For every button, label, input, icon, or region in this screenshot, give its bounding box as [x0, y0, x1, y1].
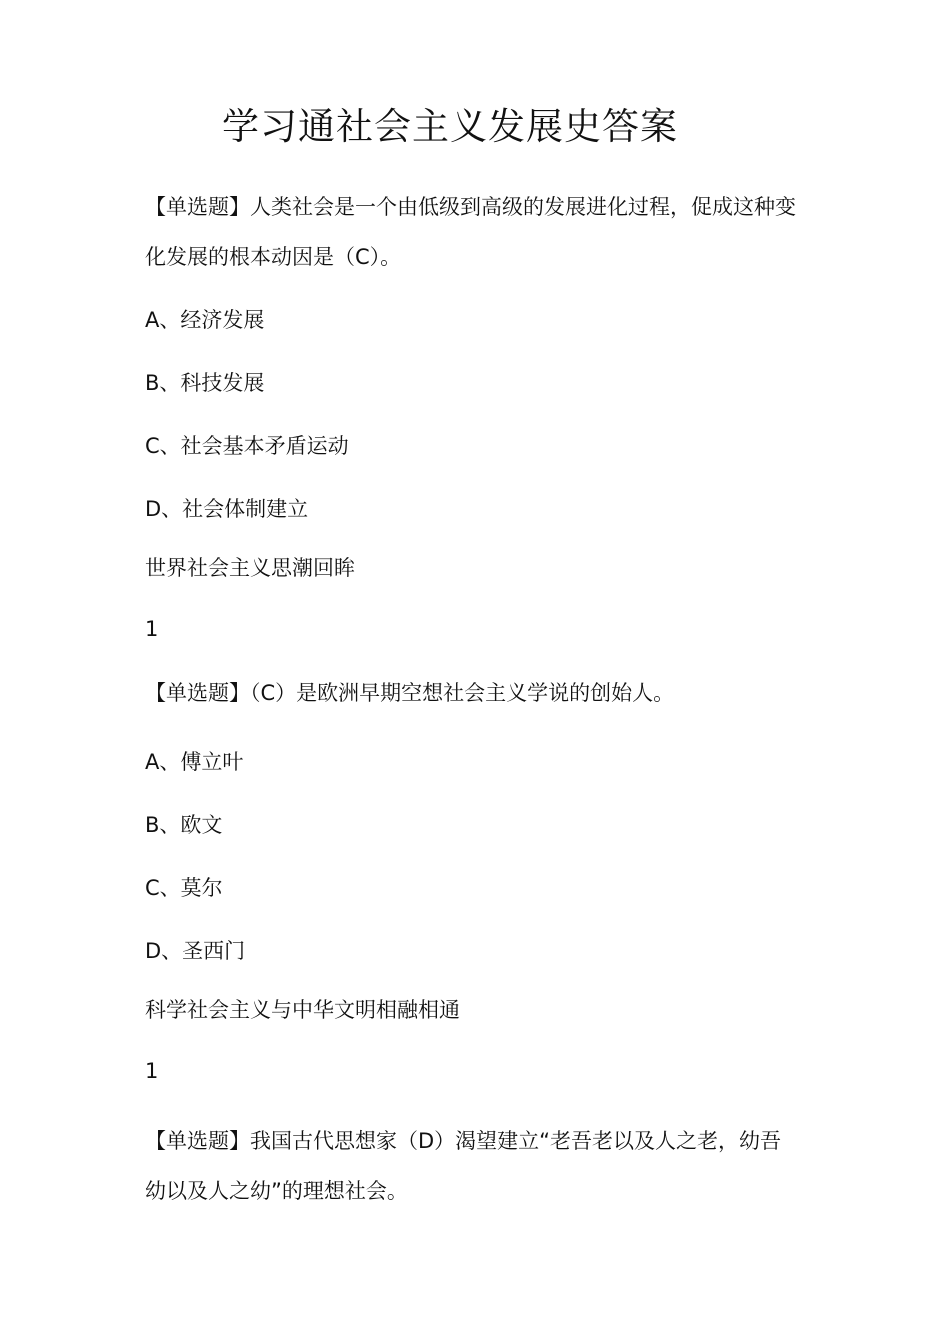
question-2-stem-line-1: 【单选题】（C）是欧洲早期空想社会主义学说的创始人。: [145, 681, 675, 705]
question-3-stem-line-2: 幼以及人之幼”的理想社会。: [145, 1179, 408, 1203]
question-1-option-a: A、经济发展: [145, 308, 265, 332]
section-1-number: 1: [145, 617, 159, 641]
section-2-heading: 科学社会主义与中华文明相融相通: [145, 998, 460, 1022]
question-1-option-b: B、科技发展: [145, 371, 265, 395]
page-title: 学习通社会主义发展史答案: [222, 105, 678, 148]
section-2-number: 1: [145, 1059, 159, 1083]
question-1-stem-line-1: 【单选题】人类社会是一个由低级到高级的发展进化过程，促成这种变: [145, 195, 796, 219]
question-2-option-d: D、圣西门: [145, 939, 246, 963]
question-3-stem-line-1: 【单选题】我国古代思想家（D）渴望建立“老吾老以及人之老，幼吾: [145, 1129, 782, 1153]
question-2-option-a: A、傅立叶: [145, 750, 244, 774]
question-1-option-d: D、社会体制建立: [145, 497, 309, 521]
question-1-stem-line-2: 化发展的根本动因是（C）。: [145, 245, 402, 269]
question-2-option-c: C、莫尔: [145, 876, 223, 900]
question-1-option-c: C、社会基本矛盾运动: [145, 434, 349, 458]
question-2-option-b: B、欧文: [145, 813, 223, 837]
section-1-heading: 世界社会主义思潮回眸: [145, 556, 355, 580]
